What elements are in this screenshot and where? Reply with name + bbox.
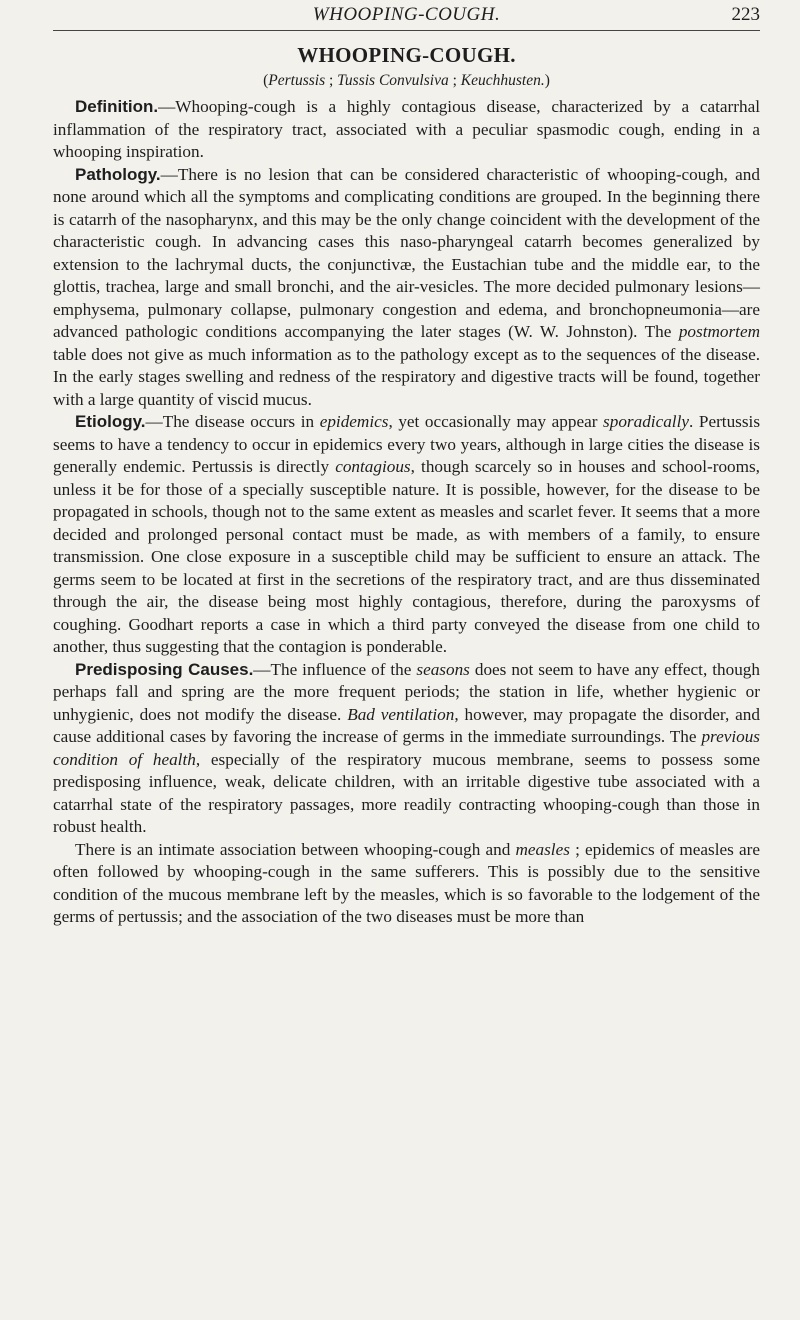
book-page bbox=[0, 2, 800, 1320]
etiology-text: , yet occasionally may appear bbox=[388, 412, 604, 431]
etiology-emphasis: epidemics bbox=[319, 412, 389, 431]
header-rule bbox=[53, 30, 760, 31]
measles-emphasis: measles bbox=[515, 839, 570, 859]
etiology-text: —The disease occurs in bbox=[145, 412, 320, 431]
measles-text: There is an intimate association between whooping-cough and bbox=[75, 839, 516, 859]
measles-paragraph bbox=[53, 839, 760, 929]
predisposing-emphasis: seasons bbox=[416, 659, 470, 679]
pathology-emphasis: postmortem bbox=[678, 322, 760, 341]
chapter-title: WHOOPING-COUGH. bbox=[297, 43, 516, 67]
etiology-emphasis: sporadically bbox=[603, 412, 689, 431]
definition-paragraph bbox=[53, 96, 760, 164]
etiology-paragraph bbox=[53, 411, 760, 659]
synonym-open: ( bbox=[263, 72, 269, 89]
measles-text: ; epidemics of measles are often followed by whooping-cough in the same sufferers. This is possibly due to the sensitive condition of the mucous membrane left by the measles, which is so favorable to the lodgement of the germs of pertussis; and the association of the two diseases must be more than bbox=[53, 839, 760, 926]
predisposing-text: , however, may propagate the disorder, and cause additional cases by favoring the increase of germs in the immediate surroundings. The bbox=[53, 704, 760, 746]
running-head bbox=[53, 2, 760, 30]
chapter-synonyms bbox=[53, 72, 760, 90]
predisposing-text: —The influence of the bbox=[253, 659, 417, 679]
synonym-separator: ; bbox=[448, 72, 461, 89]
predisposing-text: , especially of the respiratory mucous membrane, seems to possess some predisposing influence, weak, delicate children, with an irritable digestive tube associated with a catarrhal state of the respiratory passages, more readily contracting whooping-cough than those in robust health. bbox=[53, 749, 760, 836]
pathology-text: —There is no lesion that can be considered characteristic of whooping-cough, and none around which all the symptoms and complicating conditions are grouped. In the beginning there is catarrh of the nasopharynx, and this may be the only change coincident with the development of the characteristic cough. In advancing cases this naso-pharyngeal catarrh becomes generalized by extension to the lachrymal ducts, the conjunctivæ, the Eustachian tube and the middle ear, to the glottis, trachea, large and small bronchi, and the air-vesicles. The more decided pulmonary lesions—emphysema, pulmonary collapse, pulmonary congestion and edema, and bronchopneumonia—are advanced pathologic conditions accompanying the later stages (W. W. Johnston). The bbox=[53, 164, 760, 341]
page-number: 223 bbox=[731, 4, 760, 25]
synonym-tussis-convulsiva: Tussis Convulsiva bbox=[337, 72, 449, 89]
etiology-text: . Pertussis seems to have a tendency to occur in epidemics every two years, although in large cities the disease is generally endemic. Pertussis is directly bbox=[53, 412, 761, 476]
predisposing-heading: Predisposing Causes. bbox=[75, 659, 254, 679]
pathology-heading: Pathology. bbox=[75, 164, 161, 184]
synonym-pertussis: Pertussis bbox=[268, 72, 326, 89]
etiology-heading: Etiology. bbox=[75, 412, 146, 431]
synonym-close: ) bbox=[544, 72, 550, 89]
etiology-text: , though scarcely so in houses and school-rooms, unless it be for those of a specially susceptible nature. It is possible, however, for the disease to be propagated in schools, though not to the same extent as measles and scarlet fever. It seems that a more decided and prolonged personal contact must be made, as with members of a family, to ensure transmission. One close exposure in a susceptible child may be sufficient to ensure an attack. The germs seem to be located at first in the secretions of the respiratory tract, and are thus disseminated through the air, the disease being most highly contagious, therefore, during the paroxysms of coughing. Goodhart reports a case in which a third party conveyed the disease from one child to another, thus suggesting that the contagion is ponderable. bbox=[53, 457, 760, 656]
etiology-emphasis: contagious bbox=[335, 457, 411, 476]
predisposing-emphasis: Bad ventilation bbox=[347, 704, 455, 724]
synonym-separator: ; bbox=[325, 72, 338, 89]
predisposing-emphasis: previous condition of health bbox=[53, 727, 760, 769]
predisposing-paragraph bbox=[53, 659, 760, 839]
synonym-keuchhusten: Keuchhusten. bbox=[460, 72, 545, 89]
pathology-paragraph bbox=[53, 164, 760, 412]
definition-text: —Whooping-cough is a highly contagious disease, characterized by a catarrhal inflammation of the respiratory tract, associated with a peculiar spasmodic cough, ending in a whooping inspiration. bbox=[53, 97, 760, 161]
predisposing-text: does not seem to have any effect, though perhaps fall and spring are the more frequent periods; the station in life, whether hygienic or unhygienic, does not modify the disease. bbox=[53, 659, 760, 724]
running-head-title: WHOOPING-COUGH. bbox=[312, 4, 501, 25]
pathology-text: table does not give as much information as to the pathology except as to the sequences of the disease. In the early stages swelling and redness of the respiratory and digestive tracts will be found, together with a large quantity of viscid mucus. bbox=[53, 344, 760, 409]
definition-heading: Definition. bbox=[75, 97, 159, 116]
